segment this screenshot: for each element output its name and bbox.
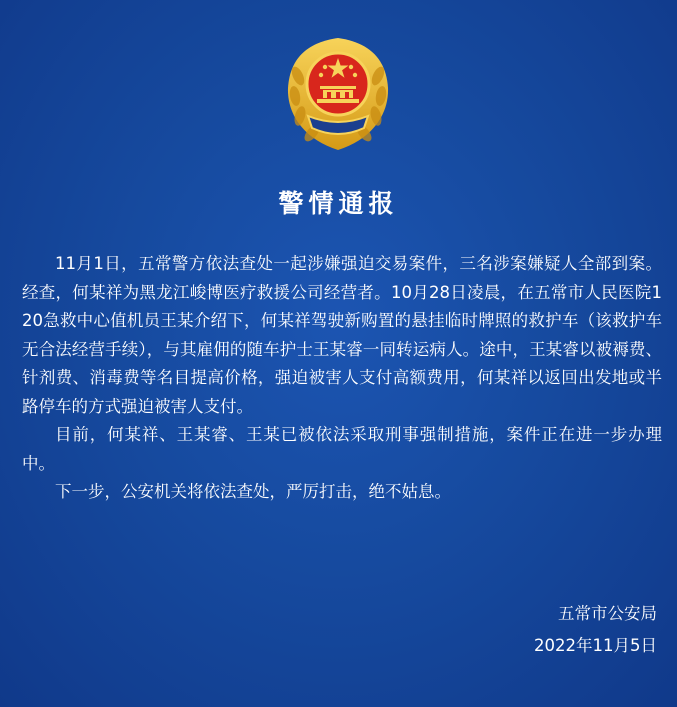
notice-paragraph: 下一步，公安机关将依法查处，严厉打击，绝不姑息。	[55, 482, 451, 501]
police-emblem-icon	[282, 36, 394, 152]
signature-block	[534, 598, 657, 662]
issuer-name: 五常市公安局	[558, 604, 657, 623]
issue-date: 2022年11月5日	[534, 636, 657, 655]
notice-paragraph: 目前，何某祥、王某睿、王某已被依法采取刑事强制措施，案件正在进一步办理中。	[22, 425, 662, 473]
notice-paragraph: 11月1日，五常警方依法查处一起涉嫌强迫交易案件，三名涉案嫌疑人全部到案。经查，何某祥为黑龙江峻博医疗救援公司经营者。10月28日凌晨，在五常市人民医院120急救中心值机员王某介绍下，何某祥驾驶新购置的悬挂临时牌照的救护车（该救护车无合法经营手续），与其雇佣的随车护士王某睿一同转运病人。途中，王某睿以被褥费、针剂费、消毒费等名目提高价格，强迫被害人支付高额费用，何某祥以返回出发地或半路停车的方式强迫被害人支付。	[22, 254, 662, 416]
notice-title: 警情通报	[278, 189, 399, 218]
notice-body	[22, 250, 662, 507]
